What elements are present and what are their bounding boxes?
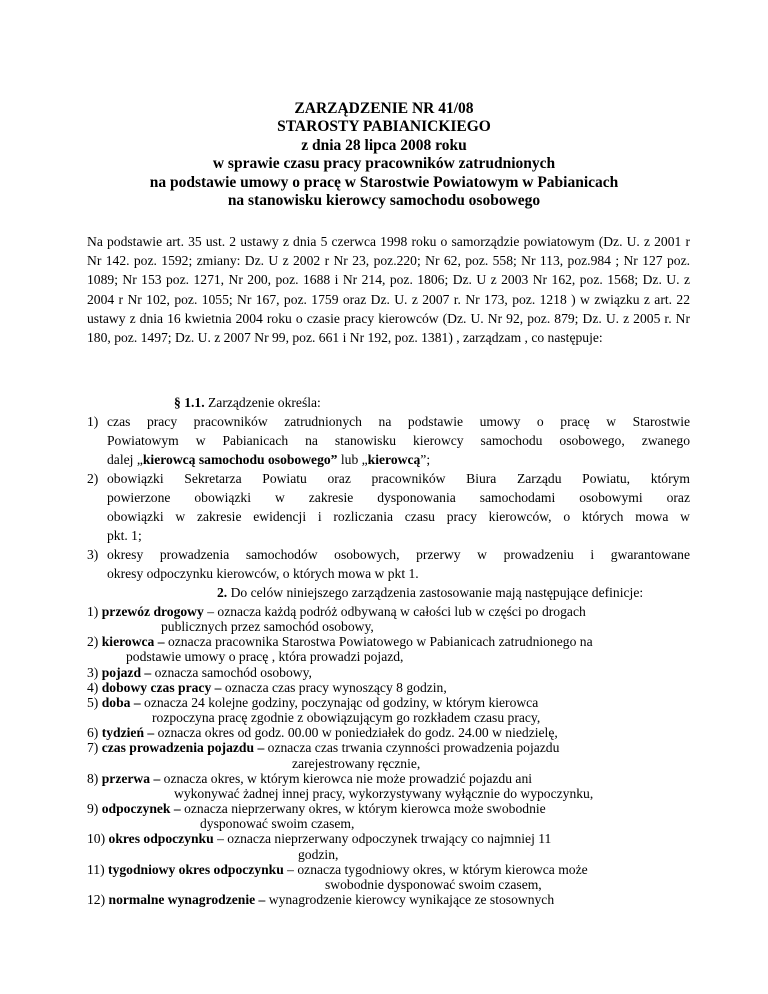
section-text: Do celów niniejszego zarządzenia zastosowanie mają następujące definicje:	[227, 585, 644, 600]
definition-continuation: podstawie umowy o pracę , która prowadzi pojazd,	[126, 649, 404, 665]
definition-item: 12) normalne wynagrodzenie – wynagrodzenie kierowcy wynikające ze stosownych	[87, 892, 555, 907]
title-line: na stanowisku kierowcy samochodu osobowego	[227, 192, 541, 210]
title-line: z dnia 28 lipca 2008 roku	[301, 136, 467, 154]
list-item-line: czas pracy pracowników zatrudnionych na podstawie umowy o pracę w Starostwie	[107, 414, 690, 429]
definition-item: 3) pojazd – oznacza samochód osobowy,	[87, 664, 312, 680]
section-number: § 1.1.	[174, 395, 205, 410]
list-item-line: Powiatowym w Pabianicach na stanowisku kierowcy samochodu osobowego, zwanego	[107, 433, 690, 448]
title-line: w sprawie czasu pracy pracowników zatrudnionych	[212, 155, 556, 173]
list-item-line: powierzone obowiązki w zakresie dysponowania samochodami osobowymi oraz	[107, 490, 690, 505]
list-number: 1)	[87, 414, 99, 429]
definition-continuation: swobodnie dysponować swoim czasem,	[325, 876, 542, 892]
definition-continuation: rozpoczyna pracę zgodnie z obowiązującym go rozkładem czasu pracy,	[152, 710, 541, 726]
list-item-line: obowiązki w zakresie ewidencji i rozliczania czasu pracy kierowców, o których mowa w	[107, 509, 690, 524]
definition-item: 5) doba – oznacza 24 kolejne godziny, poczynając od godziny, w którym kierowca	[87, 694, 539, 710]
list-item-line: pkt. 1;	[107, 528, 142, 543]
definition-continuation: godzin,	[298, 846, 339, 862]
list-item-line: okresy odpoczynku kierowców, o których mowa w pkt 1.	[107, 566, 419, 581]
section-1-heading	[174, 393, 321, 412]
title-line: STAROSTY PABIANICKIEGO	[277, 118, 491, 136]
list-number: 2)	[87, 471, 99, 486]
definition-item: 6) tydzień – oznacza okres od godz. 00.00 w poniedziałek do godz. 24.00 w niedzielę,	[87, 725, 558, 741]
list-item-line: okresy prowadzenia samochodów osobowych, przerwy w prowadzeniu i gwarantowane	[107, 547, 690, 562]
definition-item: 8) przerwa – oznacza okres, w którym kierowca nie może prowadzić pojazdu ani	[87, 770, 533, 786]
list-number: 3)	[87, 547, 99, 562]
legal-basis-paragraph: Na podstawie art. 35 ust. 2 ustawy z dnia 5 czerwca 1998 roku o samorządzie powiatowym (Dz. U. z 2001 r Nr 142. poz. 1592; zmiany: Dz. U z 2002 r Nr 23, poz.220; Nr 62, poz. 558; Nr 113, poz.984 ; Nr 127 poz. 1089; Nr 153 poz. 1271, Nr 200, poz. 1688 i Nr 214, poz. 1806; Dz. U z 2003 Nr 162, poz. 1568; Dz. U. z 2004 r Nr 102, poz. 1055; Nr 167, poz. 1759 oraz Dz. U. z 2007 r. Nr 173, poz. 1218 ) w związku z art. 22 ustawy z dnia 16 kwietnia 2004 roku o czasie pracy kierowców (Dz. U. Nr 92, poz. 879; Dz. U. z 2005 r. Nr 180, poz. 1497; Dz. U. z 2007 Nr 99, poz. 661 i Nr 192, poz. 1381) , zarządzam , co następuje:	[87, 234, 690, 346]
definition-item: 9) odpoczynek – oznacza nieprzerwany okres, w którym kierowca może swobodnie	[87, 801, 546, 817]
definition-continuation: dysponować swoim czasem,	[200, 816, 355, 832]
section-2-heading	[217, 583, 643, 602]
title-line: na podstawie umowy o pracę w Starostwie Powiatowym w Pabianicach	[149, 173, 619, 191]
definition-item: 10) okres odpoczynku – oznacza nieprzerwany odpoczynek trwający co najmniej 11	[87, 831, 552, 847]
list-item-line: obowiązki Sekretarza Powiatu oraz pracowników Biura Zarządu Powiatu, którym	[107, 471, 690, 486]
definition-item: 7) czas prowadzenia pojazdu – oznacza czas trwania czynności prowadzenia pojazdu	[87, 740, 560, 756]
list-item-line: dalej „kierowcą samochodu osobowego” lub „kierowcą”;	[107, 452, 431, 467]
definition-item: 1) przewóz drogowy – oznacza każdą podróż odbywaną w całości lub w części po drogach	[87, 604, 586, 619]
definition-continuation: publicznych przez samochód osobowy,	[161, 619, 374, 635]
definition-item: 2) kierowca – oznacza pracownika Starostwa Powiatowego w Pabianicach zatrudnionego na	[87, 634, 593, 650]
definition-item: 11) tygodniowy okres odpoczynku – oznacza tygodniowy okres, w którym kierowca może	[87, 861, 588, 877]
definition-continuation: wykonywać żadnej innej pracy, wykorzystywany wyłącznie do wypoczynku,	[174, 785, 594, 801]
definition-continuation: zarejestrowany ręcznie,	[292, 755, 421, 771]
definition-item: 4) dobowy czas pracy – oznacza czas pracy wynoszący 8 godzin,	[87, 679, 447, 695]
section-number: 2.	[217, 585, 228, 600]
document-title	[60, 100, 708, 210]
title-line: ZARZĄDZENIE NR 41/08	[294, 100, 474, 117]
section-text: Zarządzenie określa:	[204, 395, 321, 410]
